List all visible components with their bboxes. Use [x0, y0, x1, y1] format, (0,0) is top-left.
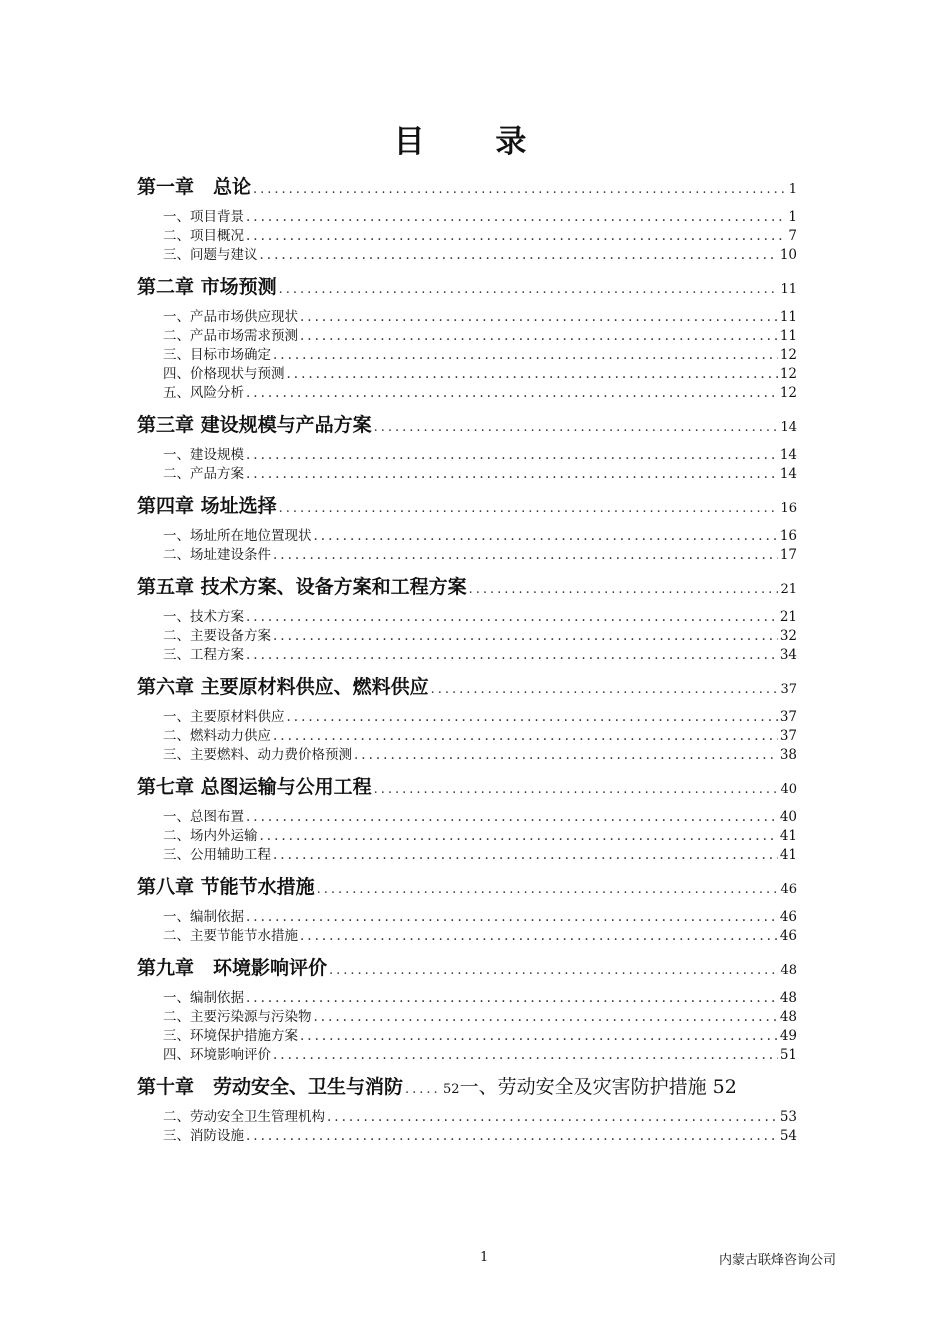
chapter-page-number: 16	[780, 501, 797, 516]
section-title: 二、主要污染源与污染物	[163, 1009, 312, 1024]
section-page-number: 49	[779, 1028, 797, 1043]
toc-section-entry[interactable]	[137, 362, 797, 381]
toc-section-entry[interactable]	[137, 1124, 797, 1143]
toc-section-entry[interactable]	[137, 224, 797, 243]
dot-leader	[287, 709, 778, 724]
section-title: 一、技术方案	[163, 609, 244, 624]
dot-leader	[246, 909, 778, 924]
footer-company: 内蒙古联烽咨询公司	[718, 1253, 836, 1268]
toc-chapter-entry[interactable]	[137, 572, 797, 605]
toc-section-entry[interactable]	[137, 1043, 797, 1062]
section-title: 一、产品市场供应现状	[163, 309, 298, 324]
section-page-number: 17	[779, 547, 797, 562]
chapter-title: 第四章 场址选择	[137, 495, 277, 517]
section-title: 二、主要节能节水措施	[163, 928, 298, 943]
dot-leader	[246, 647, 778, 662]
dot-leader	[246, 447, 778, 462]
section-title: 二、产品市场需求预测	[163, 328, 298, 343]
section-page-number: 12	[779, 347, 797, 362]
toc-section-entry[interactable]	[137, 443, 797, 462]
toc-section-entry[interactable]	[137, 905, 797, 924]
page-title: 目 录	[393, 124, 557, 160]
section-title: 三、主要燃料、动力费价格预测	[163, 747, 352, 762]
section-title: 三、公用辅助工程	[163, 847, 271, 862]
dot-leader	[273, 847, 778, 862]
toc-section-entry[interactable]	[137, 643, 797, 662]
dot-leader	[314, 1009, 778, 1024]
chapter-page-number: 40	[780, 782, 797, 797]
section-page-number: 46	[779, 909, 797, 924]
section-page-number: 51	[779, 1047, 797, 1062]
section-page-number: 7	[788, 228, 797, 243]
section-title: 一、建设规模	[163, 447, 244, 462]
toc-section-entry[interactable]	[137, 986, 797, 1005]
section-title: 四、价格现状与预测	[163, 366, 285, 381]
toc-section-entry[interactable]	[137, 1105, 797, 1124]
section-title: 二、场内外运输	[163, 828, 258, 843]
toc-section-entry[interactable]	[137, 743, 797, 762]
dot-leader	[327, 1109, 778, 1124]
table-of-contents	[137, 168, 797, 1149]
toc-section-entry[interactable]	[137, 305, 797, 324]
toc-section-entry[interactable]	[137, 624, 797, 643]
group-spacer	[137, 662, 797, 668]
chapter-page-number: 1	[788, 182, 797, 197]
chapter-page-number: 52	[443, 1082, 460, 1097]
dot-leader	[300, 1028, 778, 1043]
section-title: 二、产品方案	[163, 466, 244, 481]
chapter-page-number: 48	[780, 963, 797, 978]
section-page-number: 11	[779, 328, 797, 343]
dot-leader	[469, 582, 779, 597]
chapter-page-number: 21	[780, 582, 797, 597]
toc-section-entry[interactable]	[137, 1024, 797, 1043]
section-title: 一、编制依据	[163, 909, 244, 924]
dot-leader	[260, 247, 778, 262]
group-spacer	[137, 762, 797, 768]
dot-leader	[246, 1128, 778, 1143]
toc-section-entry[interactable]	[137, 705, 797, 724]
toc-section-entry[interactable]	[137, 924, 797, 943]
chapter-page-number: 46	[780, 882, 797, 897]
section-page-number: 12	[779, 366, 797, 381]
toc-section-entry[interactable]	[137, 843, 797, 862]
section-page-number: 32	[779, 628, 797, 643]
toc-section-entry[interactable]	[137, 543, 797, 562]
dot-leader	[273, 628, 778, 643]
toc-section-entry[interactable]	[137, 324, 797, 343]
dot-leader	[354, 747, 778, 762]
dot-leader	[374, 420, 779, 435]
group-spacer	[137, 400, 797, 406]
section-title: 二、项目概况	[163, 228, 244, 243]
dot-leader	[329, 963, 778, 978]
toc-section-entry[interactable]	[137, 205, 797, 224]
toc-chapter-entry[interactable]	[137, 1072, 797, 1105]
dot-leader	[431, 682, 779, 697]
section-page-number: 48	[779, 990, 797, 1005]
chapter-page-number: 14	[780, 420, 797, 435]
section-page-number: 14	[779, 447, 797, 462]
section-page-number: 41	[779, 847, 797, 862]
chapter-title: 第七章 总图运输与公用工程	[137, 776, 372, 798]
dot-leader	[374, 782, 779, 797]
section-page-number: 34	[779, 647, 797, 662]
dot-leader	[246, 609, 778, 624]
chapter-title: 第九章 环境影响评价	[137, 957, 328, 979]
dot-leader	[405, 1082, 441, 1097]
section-page-number: 41	[779, 828, 797, 843]
group-spacer	[137, 943, 797, 949]
toc-section-entry[interactable]	[137, 805, 797, 824]
toc-section-entry[interactable]	[137, 524, 797, 543]
section-page-number: 38	[779, 747, 797, 762]
dot-leader	[246, 385, 778, 400]
section-title: 四、环境影响评价	[163, 1047, 271, 1062]
toc-chapter-entry[interactable]	[137, 872, 797, 905]
toc-section-entry[interactable]	[137, 724, 797, 743]
group-spacer	[137, 262, 797, 268]
dot-leader	[279, 282, 779, 297]
section-page-number: 46	[779, 928, 797, 943]
toc-chapter-entry[interactable]	[137, 672, 797, 705]
dot-leader	[273, 728, 778, 743]
footer-page-number: 1	[480, 1250, 489, 1265]
group-spacer	[137, 1062, 797, 1068]
section-title: 三、环境保护措施方案	[163, 1028, 298, 1043]
chapter-page-number: 11	[780, 282, 797, 297]
section-page-number: 53	[779, 1109, 797, 1124]
section-page-number: 21	[779, 609, 797, 624]
section-page-number: 10	[779, 247, 797, 262]
toc-chapter-entry[interactable]	[137, 953, 797, 986]
toc-section-entry[interactable]	[137, 243, 797, 262]
toc-chapter-entry[interactable]	[137, 172, 797, 205]
group-spacer	[137, 862, 797, 868]
section-page-number: 40	[779, 809, 797, 824]
chapter-page-number: 37	[780, 682, 797, 697]
section-page-number: 11	[779, 309, 797, 324]
section-page-number: 12	[779, 385, 797, 400]
section-title: 一、主要原材料供应	[163, 709, 285, 724]
section-title: 二、劳动安全卫生管理机构	[163, 1109, 325, 1124]
group-spacer	[137, 1143, 797, 1149]
chapter-title: 第二章 市场预测	[137, 276, 277, 298]
toc-chapter-entry[interactable]	[137, 410, 797, 443]
dot-leader	[317, 882, 779, 897]
section-page-number: 48	[779, 1009, 797, 1024]
toc-section-entry[interactable]	[137, 605, 797, 624]
section-page-number: 37	[779, 709, 797, 724]
section-title: 二、燃料动力供应	[163, 728, 271, 743]
chapter-title: 第一章 总论	[137, 176, 252, 198]
section-title: 三、工程方案	[163, 647, 244, 662]
dot-leader	[246, 466, 778, 481]
dot-leader	[300, 928, 778, 943]
dot-leader	[253, 182, 787, 197]
dot-leader	[273, 1047, 778, 1062]
dot-leader	[246, 209, 786, 224]
merged-section-entry: 一、劳动安全及灾害防护措施 52	[459, 1076, 737, 1098]
group-spacer	[137, 481, 797, 487]
toc-section-entry[interactable]	[137, 462, 797, 481]
section-title: 一、编制依据	[163, 990, 244, 1005]
section-page-number: 16	[779, 528, 797, 543]
toc-chapter-entry[interactable]	[137, 272, 797, 305]
dot-leader	[300, 328, 778, 343]
dot-leader	[300, 309, 778, 324]
chapter-title: 第六章 主要原材料供应、燃料供应	[137, 676, 429, 698]
dot-leader	[279, 501, 779, 516]
section-page-number: 1	[788, 209, 797, 224]
section-title: 一、项目背景	[163, 209, 244, 224]
dot-leader	[273, 547, 778, 562]
dot-leader	[246, 809, 778, 824]
dot-leader	[260, 828, 778, 843]
toc-section-entry[interactable]	[137, 381, 797, 400]
dot-leader	[246, 228, 786, 243]
section-title: 三、消防设施	[163, 1128, 244, 1143]
toc-section-entry[interactable]	[137, 343, 797, 362]
chapter-title: 第五章 技术方案、设备方案和工程方案	[137, 576, 467, 598]
toc-chapter-entry[interactable]	[137, 491, 797, 524]
toc-section-entry[interactable]	[137, 824, 797, 843]
section-title: 二、主要设备方案	[163, 628, 271, 643]
chapter-title: 第八章 节能节水措施	[137, 876, 315, 898]
chapter-title: 第三章 建设规模与产品方案	[137, 414, 372, 436]
section-page-number: 14	[779, 466, 797, 481]
group-spacer	[137, 562, 797, 568]
dot-leader	[273, 347, 778, 362]
dot-leader	[287, 366, 778, 381]
section-page-number: 54	[779, 1128, 797, 1143]
section-page-number: 37	[779, 728, 797, 743]
toc-chapter-entry[interactable]	[137, 772, 797, 805]
dot-leader	[314, 528, 778, 543]
section-title: 一、场址所在地位置现状	[163, 528, 312, 543]
section-title: 一、总图布置	[163, 809, 244, 824]
section-title: 三、问题与建议	[163, 247, 258, 262]
toc-section-entry[interactable]	[137, 1005, 797, 1024]
dot-leader	[246, 990, 778, 1005]
chapter-title: 第十章 劳动安全、卫生与消防	[137, 1076, 404, 1098]
section-title: 二、场址建设条件	[163, 547, 271, 562]
section-title: 五、风险分析	[163, 385, 244, 400]
section-title: 三、目标市场确定	[163, 347, 271, 362]
